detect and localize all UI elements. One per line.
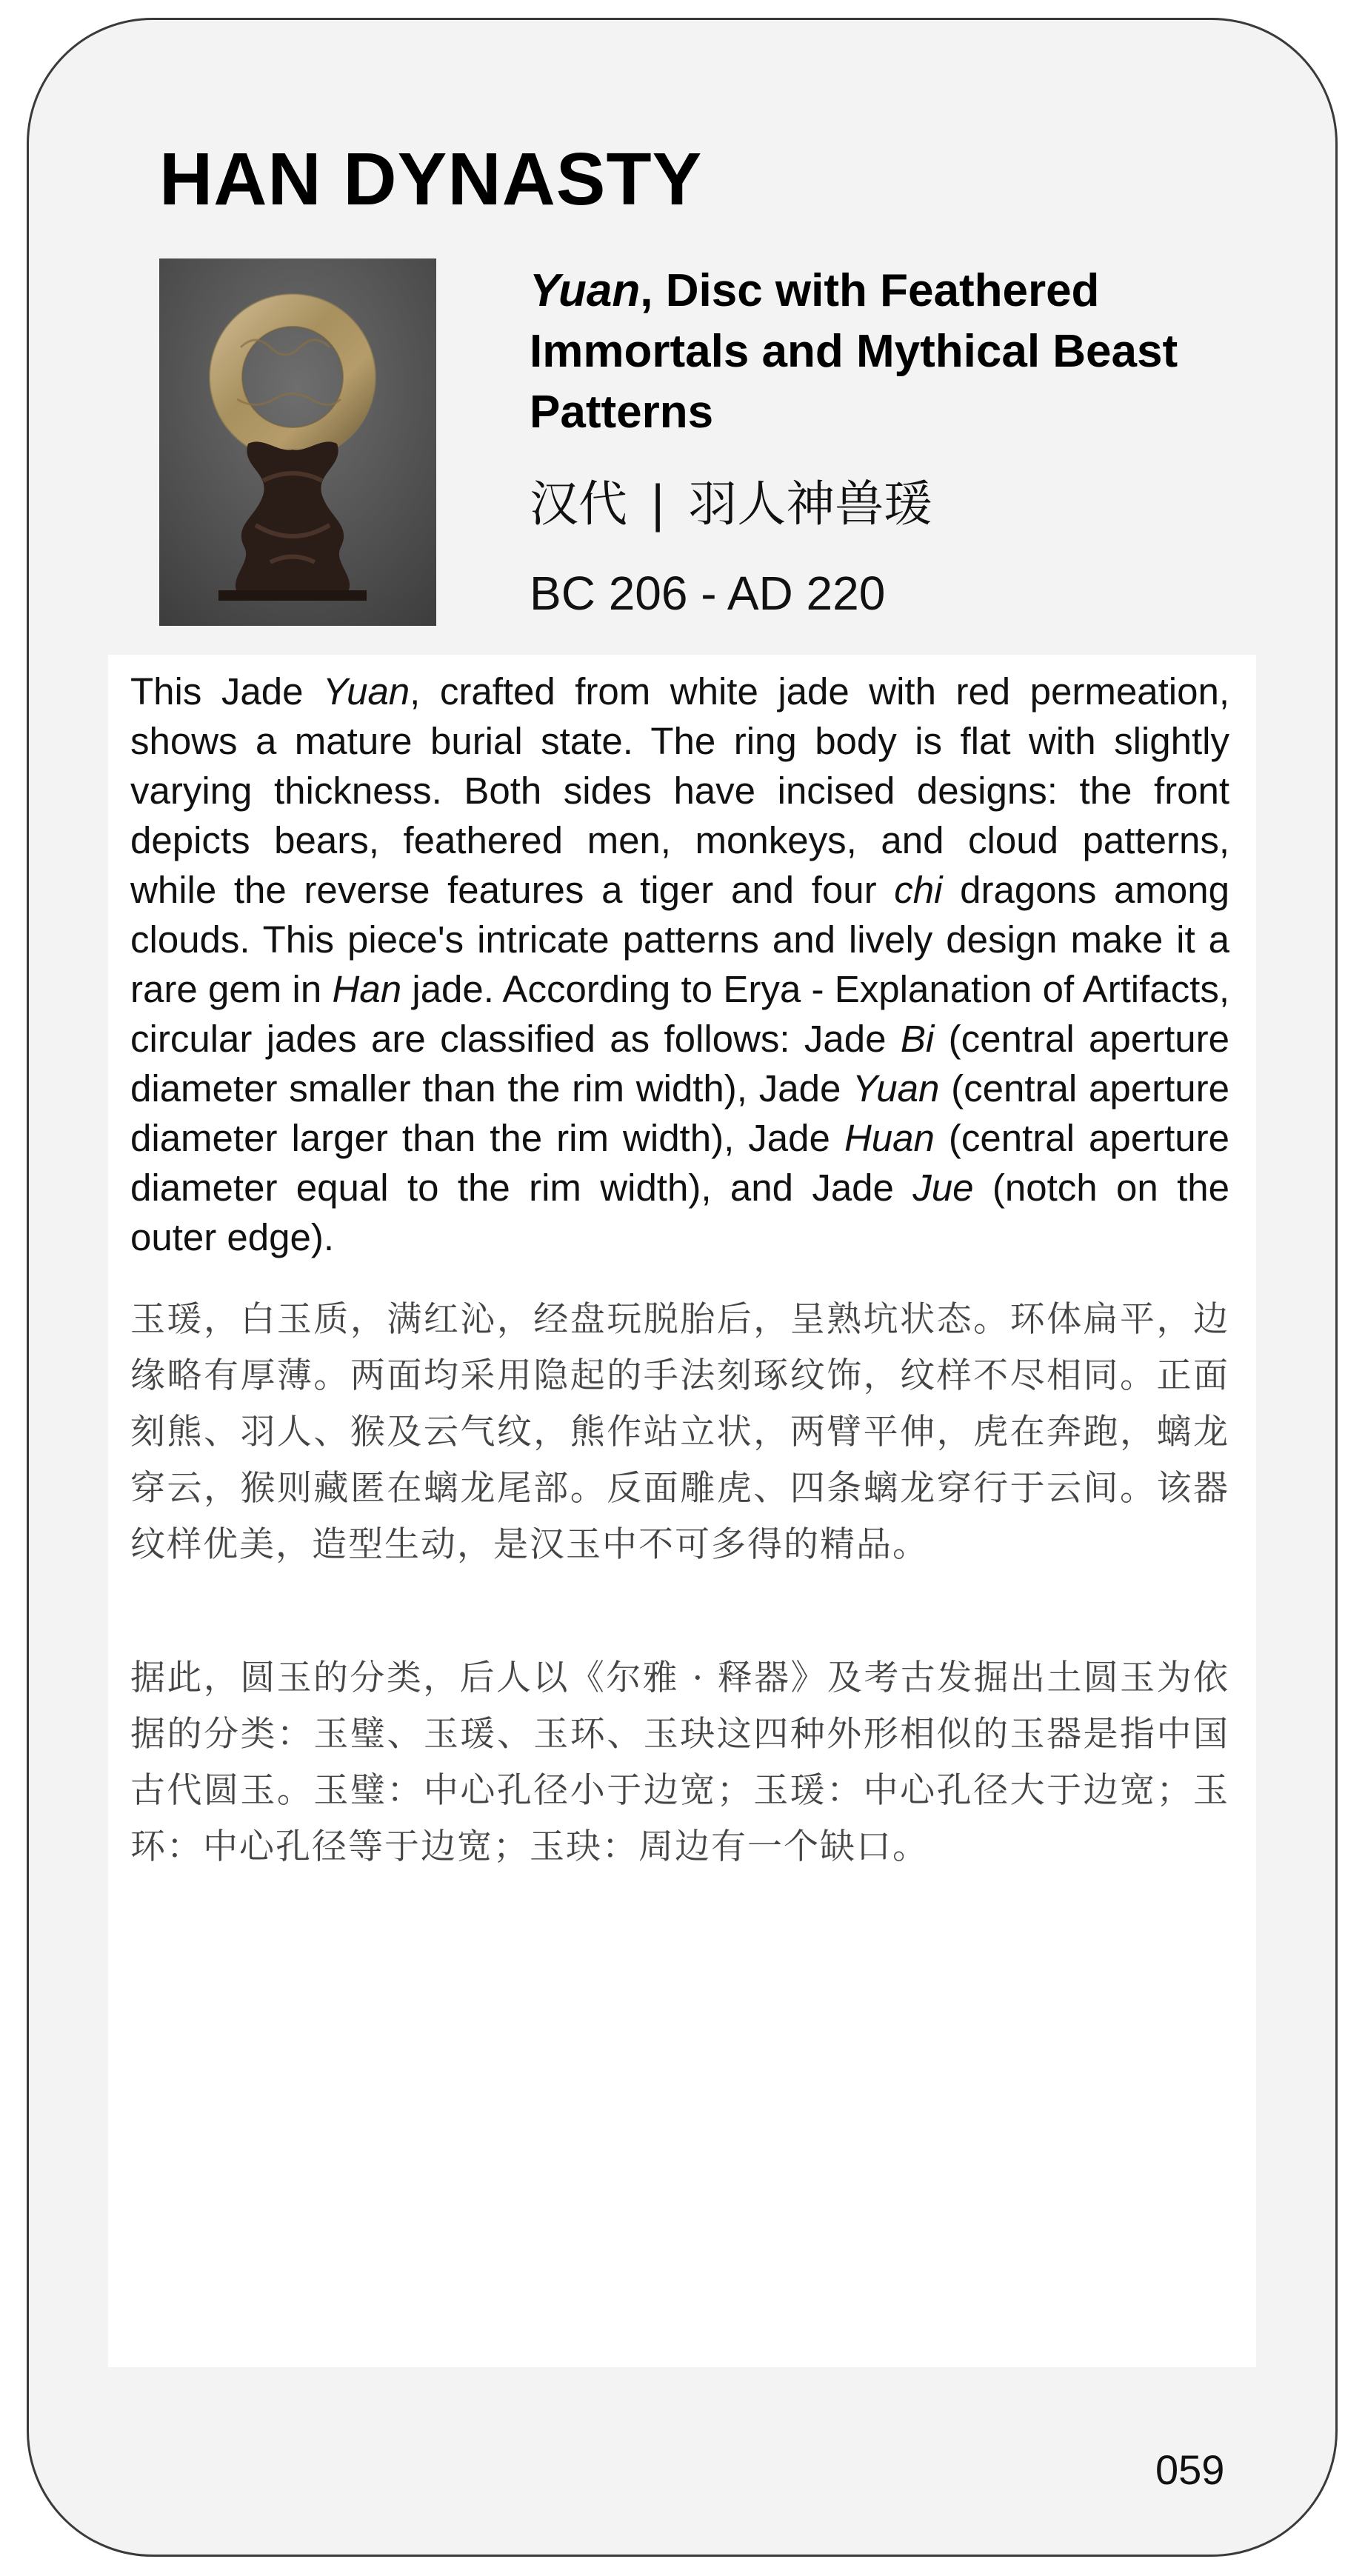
page-number: 059: [1155, 2446, 1225, 2493]
en-text-2: , crafted from white jade with red permeation, shows a mature burial state. The ring body is flat with slightly varying thickness. Both sides have incised designs: the front depicts bears, feathered men, monkeys, and cloud patterns, while the reverse features a tiger and four: [130, 670, 1229, 911]
en-text-4: jade. According to Erya - Explanation of Artifacts, circular jades are classified as follows: Jade: [130, 968, 1230, 1060]
title-separator: |: [650, 476, 667, 533]
chinese-description-2: 据此，圆玉的分类，后人以《尔雅 · 释器》及考古发掘出土圆玉为依据的分类：玉璧、玉瑗、玉环、玉玦这四种外形相似的玉器是指中国古代圆玉。玉璧：中心孔径小于边宽；玉瑗：中心孔径大于边宽；玉环：中心孔径等于边宽；玉玦：周边有一个缺口。: [130, 1658, 1229, 1867]
en-italic-5: Yuan: [852, 1067, 940, 1110]
en-text-5: (central aperture diameter smaller than the rim width), Jade: [130, 1018, 1229, 1110]
chinese-title: [530, 475, 932, 534]
en-italic-1: Yuan: [322, 670, 410, 713]
en-text-3: dragons among clouds. This piece's intricate patterns and lively design make it a rare gem in: [130, 869, 1229, 1010]
artifact-title-rest: , Disc with Feathered Immortals and Mythical Beast Patterns: [530, 265, 1178, 438]
dynasty-heading: HAN DYNASTY: [159, 138, 703, 221]
chinese-artifact-name: 羽人神兽瑗: [688, 476, 933, 533]
chinese-description-1: 玉瑗，白玉质，满红沁，经盘玩脱胎后，呈熟坑状态。环体扁平，边缘略有厚薄。两面均采用隐起的手法刻琢纹饰，纹样不尽相同。正面刻熊、羽人、猴及云气纹，熊作站立状，两臂平伸，虎在奔跑，螭龙穿云，猴则藏匿在螭龙尾部。反面雕虎、四条螭龙穿行于云间。该器纹样优美，造型生动，是汉玉中不可多得的精品。: [130, 1299, 1229, 1565]
en-text-6: (central aperture diameter larger than the rim width), Jade: [130, 1067, 1229, 1159]
en-text-7: (central aperture diameter equal to the rim width), and Jade: [130, 1117, 1229, 1209]
artifact-title-italic: Yuan: [530, 265, 641, 316]
chinese-dynasty: 汉代: [530, 476, 627, 533]
en-text-1: This Jade: [130, 670, 323, 713]
description-panel: [108, 655, 1256, 2367]
en-italic-4: Bi: [900, 1018, 935, 1060]
en-italic-6: Huan: [844, 1117, 935, 1159]
date-range: BC 206 - AD 220: [530, 567, 886, 620]
english-description: [130, 667, 1229, 1262]
jade-disc-icon: [159, 258, 436, 626]
en-text-8: (notch on the outer edge).: [130, 1167, 1229, 1258]
en-italic-7: Jue: [912, 1167, 974, 1209]
artifact-title: [530, 261, 1285, 443]
en-italic-2: chi: [894, 869, 943, 911]
artifact-photo: [159, 258, 436, 626]
en-italic-3: Han: [332, 968, 402, 1010]
